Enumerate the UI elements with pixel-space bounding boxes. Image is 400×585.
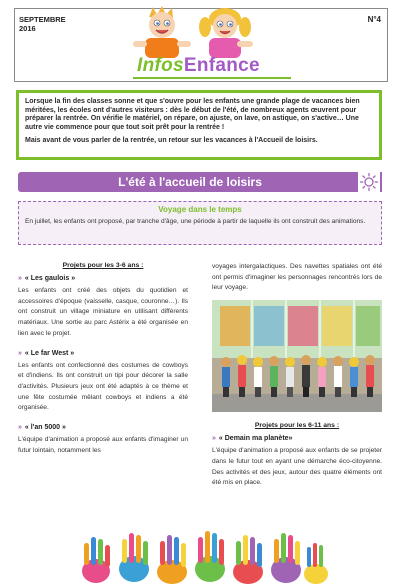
an5000-continuation: voyages intergalactiques. Des navettes spatiales ont été ont permis d'imaginer les personnages rencontrés lors de leur voyage.: [212, 263, 382, 292]
logo-enfance: Enfance: [183, 55, 260, 76]
bullet-icon: »: [18, 275, 22, 282]
farwest-text: Les enfants ont confectionné des costumes de cowboys et d'indiens. Ils ont construit un tipi pour décorer la salle d'activités. Plusieurs jeux ont été adaptés à ce thème et une fête costumée mêlant cowboys et indiens a été organisée.: [18, 361, 188, 412]
group-photo: [212, 300, 382, 412]
right-column: [212, 262, 382, 489]
intro-paragraph-2: Mais avant de vous parler de la rentrée, un retour sur les vacances à l'Accueil de loisirs.: [25, 137, 318, 145]
an5000-title: [18, 424, 188, 431]
voyage-box: [18, 201, 382, 245]
section-title: L'été à l'accueil de loisirs: [118, 175, 262, 189]
kids-illustration-icon: [129, 5, 279, 59]
gaulois-text: Les enfants ont créé des objets du quotidien et accessoires d'époque (vaisselle, casque, couronne…). Ils ont construit un village miniature en utilisant différents matériaux. Une sortie au parc Astérix a été organisée en lien avec le projet.: [18, 287, 188, 337]
intro-paragraph-1: Lorsque la fin des classes sonne et que s'ouvre pour les enfants une grande plage de vacances bien méritées, les écoles ont d'autres visiteurs : dès le début de l'été, de nombreux agents œuvrent pour préparer la rentrée. On vérifie le matériel, on répare, on ajuste, on lave, on astique, on s'active… Une autre vie commence pour que tout soit prêt pour la rentrée !: [25, 98, 360, 131]
newsletter-header: [14, 8, 388, 82]
bullet-icon: »: [18, 424, 22, 432]
infos-enfance-logo: [137, 55, 260, 77]
an5000-text: L'équipe d'animation a proposé aux enfants d'imaginer un futur lointain, notamment les: [18, 436, 188, 454]
section-title-bar: [18, 172, 382, 192]
painted-hands-icon: [72, 527, 330, 585]
farwest-title: [18, 350, 188, 357]
planete-text: L'équipe d'animation a proposé aux enfants de se projeter dans le futur tout en ayant une démarche éco-citoyenne. Des activités et des jeux, autour des quatre éléments ont été mis en place.: [212, 447, 382, 487]
issue-date: [19, 15, 66, 33]
issue-month: SEPTEMBRE: [19, 15, 66, 24]
voyage-title: Voyage dans le temps: [158, 205, 242, 214]
issue-number: N°4: [367, 15, 381, 24]
planete-title: [212, 435, 382, 442]
projects-3-6-heading: Projets pour les 3-6 ans :: [62, 262, 144, 269]
logo-underline: [133, 77, 291, 79]
gaulois-title: [18, 275, 188, 282]
bullet-icon: »: [18, 349, 22, 357]
left-column: [18, 262, 188, 456]
farwest-title-text: « Le far West »: [24, 349, 75, 357]
bullet-icon: »: [212, 435, 216, 443]
planete-title-text: « Demain ma planète»: [218, 435, 293, 443]
issue-year: 2016: [19, 24, 36, 33]
logo-infos: Infos: [137, 55, 184, 76]
an5000-title-text: « l'an 5000 »: [24, 424, 66, 432]
gaulois-title-text: « Les gaulois »: [24, 275, 76, 282]
projects-6-11-heading: Projets pour les 6-11 ans :: [254, 422, 340, 430]
voyage-text: En juillet, les enfants ont proposé, par tranche d'âge, une période à partir de laquelle ils ont construit des animations.: [25, 218, 366, 225]
sun-icon: [358, 172, 380, 192]
intro-box: [16, 90, 382, 160]
